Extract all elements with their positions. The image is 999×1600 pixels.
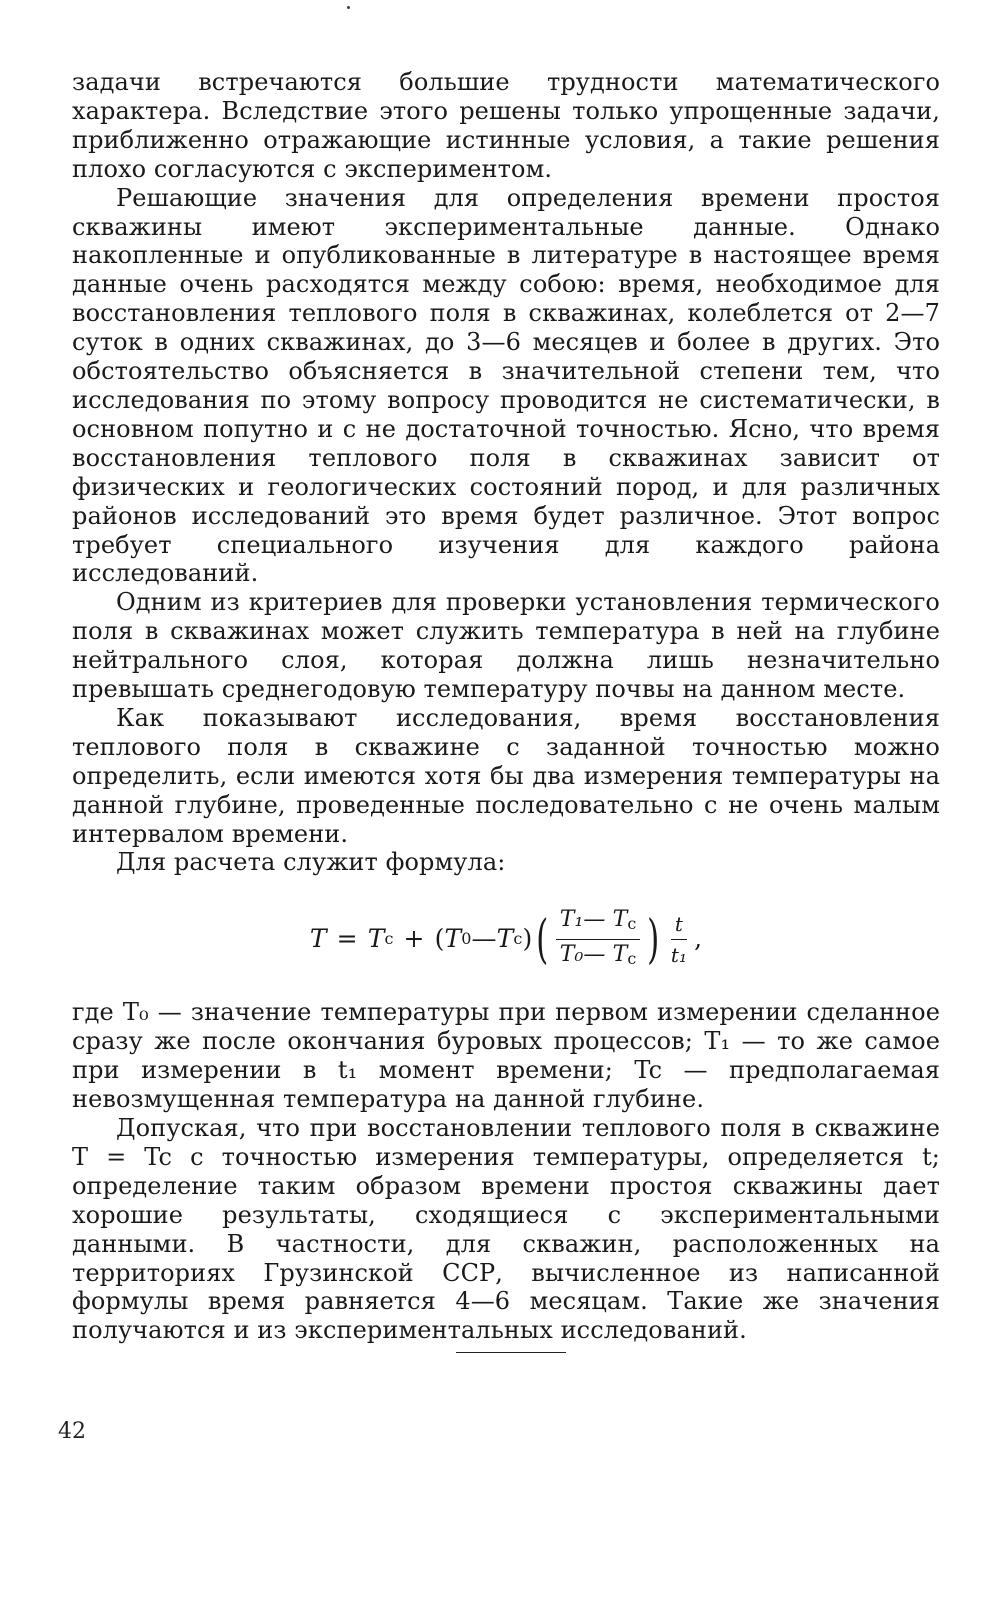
formula-fraction-main — [556, 907, 641, 972]
formula-tc2: T — [496, 924, 514, 954]
formula-plus: + — [403, 924, 425, 954]
paragraph-1: задачи встречаются большие трудности математического характера. Вследствие этого решены только упрощенные задачи, приближенно отражающие истинные условия, а такие решения плохо согласуются с экспериментом. — [72, 68, 940, 183]
formula-tc2-sub: c — [513, 929, 523, 949]
fraction-time-numerator: t — [671, 911, 687, 940]
paragraph-3: Одним из критериев для проверки установления термического поля в скважинах может служить температура в ней на глубине нейтрального слоя, которая должна лишь незначительно превышать среднегодовую температуру почвы на данном месте. — [72, 588, 940, 704]
big-open-paren: ( — [536, 909, 549, 970]
fraction-main-denominator: T₀— $T_c$ — [559, 942, 637, 969]
formula-fraction-time — [667, 911, 691, 968]
page-number: 42 — [58, 1419, 86, 1444]
formula-t0-sub: 0 — [461, 929, 472, 949]
formula-comma: , — [694, 924, 703, 954]
formula-open-paren: ( — [434, 924, 445, 954]
paragraph-last: Допуская, что при восстановлении теплового поля в скважине T = Tc с точностью измерения температуры, определяется t; определение таким образом времени простоя скважины дает хорошие результаты, сходящиеся с экспериментальными данными. В частности, для скважин, расположенных на территориях Грузинской ССР, вычисленное из написанной формулы время равняется 4—6 месяцам. Такие же значения получаются и из экспериментальных исследований. — [72, 1114, 940, 1345]
formula-eq: = — [336, 924, 358, 954]
fraction-time-denominator: t₁ — [670, 943, 688, 968]
formula-minus: — — [471, 924, 497, 954]
big-close-paren: ) — [647, 909, 660, 970]
formula-close-paren: ) — [522, 924, 533, 954]
formula — [72, 907, 940, 972]
formula-tc-sub: c — [384, 929, 394, 949]
formula-explanation: где T₀ — значение температуры при первом измерении сделанное сразу же после окончания буровых процессов; T₁ — то же самое при измерении в t₁ момент времени; Tc — предполагаемая невозмущенная температура на данной глубине. — [72, 998, 940, 1114]
paragraph-4: Как показывают исследования, время восстановления теплового поля в скважине с заданной точностью можно определить, если имеются хотя бы два измерения температуры на данной глубине, проведенные последовательно с не очень малым интервалом времени. — [72, 703, 940, 848]
formula-lhs: T — [309, 924, 327, 954]
formula-tc: T — [367, 924, 385, 954]
section-end-rule — [456, 1352, 566, 1353]
print-speck — [347, 6, 350, 9]
fraction-main-numerator: T₁— $T_c$ — [556, 907, 641, 940]
page-body — [72, 68, 940, 1345]
formula-t0: T — [444, 924, 462, 954]
paragraph-5: Для расчета служит формула: — [116, 848, 506, 877]
paragraph-2: Решающие значения для определения времени простоя скважины имеют экспериментальные данные. Однако накопленные и опубликованные в литературе в настоящее время данные очень расходятся между собою: время, необходимое для восстановления теплового поля в скважинах, колеблется от 2—7 суток в одних скважинах, до 3—6 месяцев и более в других. Это обстоятельство объясняется в значительной степени тем, что исследования по этому вопросу проводится не систематически, в основном попутно и с не достаточной точностью. Ясно, что время восстановления теплового поля в скважинах зависит от физических и геологических состояний пород, и для различных районов исследований это время будет различное. Этот вопрос требует специального изучения для каждого района исследований. — [72, 183, 940, 588]
